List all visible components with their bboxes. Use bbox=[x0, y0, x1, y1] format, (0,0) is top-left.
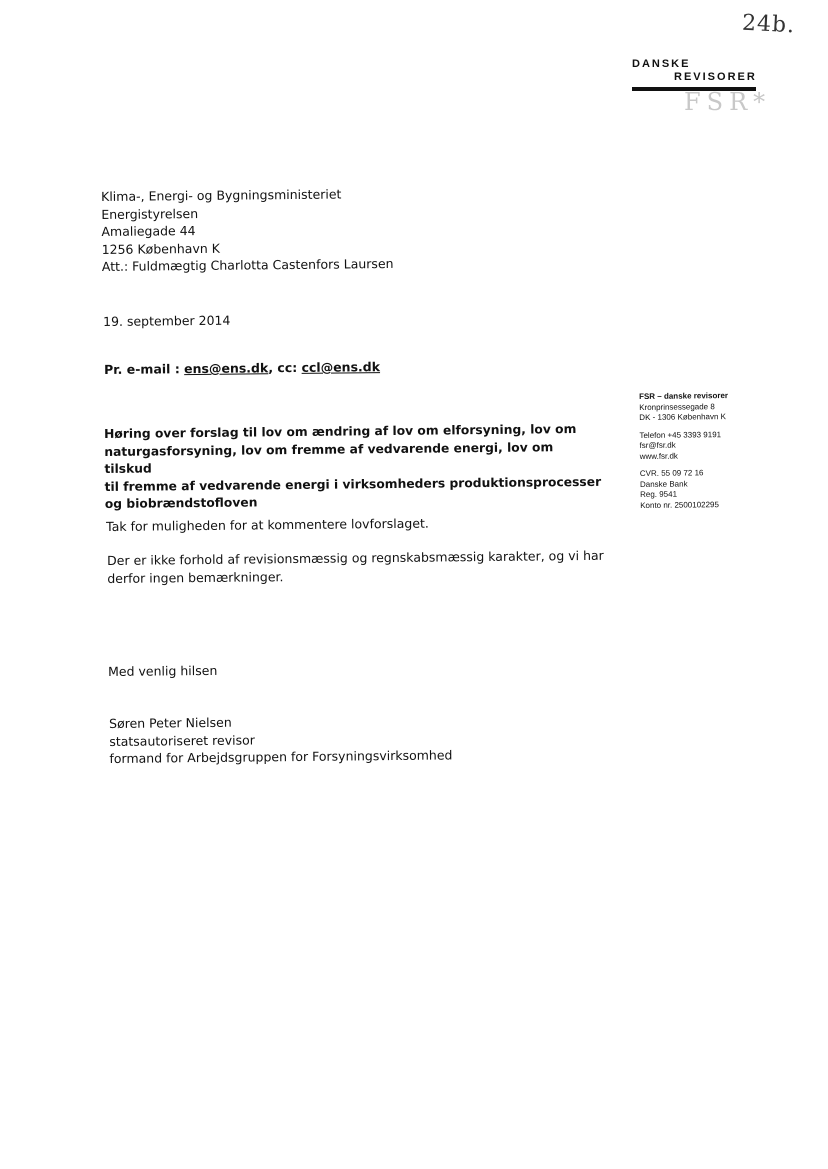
sender-info-column bbox=[639, 391, 729, 518]
recipient-line: Amaliegade 44 bbox=[101, 223, 196, 239]
recipient-line: Klima-, Energi- og Bygningsministeriet bbox=[101, 186, 342, 204]
subject-line: og biobrændstofloven bbox=[104, 495, 258, 511]
email-line bbox=[104, 359, 380, 377]
recipient-line: Energistyrelsen bbox=[101, 205, 199, 222]
sender-street: Kronprinsessegade 8 bbox=[639, 401, 715, 412]
sender-address-block bbox=[639, 391, 728, 423]
subject-line: til fremme af vedvarende energi i virksomheders produktionsprocesser bbox=[104, 474, 602, 494]
sender-contact-block bbox=[639, 430, 728, 462]
signature-block bbox=[109, 711, 453, 767]
logo-text-line1: DANSKE bbox=[632, 58, 691, 70]
letter-subject bbox=[104, 421, 605, 514]
handwritten-page-number: 24b. bbox=[741, 10, 796, 39]
email-link-ccl[interactable]: ccl@ens.dk bbox=[301, 359, 381, 375]
subject-line: Høring over forslag til lov om ændring af lov om elforsyning, lov om bbox=[104, 422, 577, 441]
sender-phone: Telefon +45 3393 9191 bbox=[639, 429, 722, 440]
signer-title: statsautoriseret revisor bbox=[109, 731, 255, 749]
sender-account: Konto nr. 2500102295 bbox=[640, 499, 719, 510]
sender-city: DK - 1306 København K bbox=[639, 412, 727, 422]
signer-name: Søren Peter Nielsen bbox=[109, 714, 232, 731]
sender-web: www.fsr.dk bbox=[639, 451, 678, 461]
letter-date: 19. september 2014 bbox=[103, 312, 231, 329]
recipient-line: Att.: Fuldmægtig Charlotta Castenfors Laursen bbox=[101, 255, 394, 274]
sender-cvr: CVR. 55 09 72 16 bbox=[639, 468, 704, 478]
sender-bank: Danske Bank bbox=[639, 478, 688, 489]
sender-org: FSR – danske revisorer bbox=[639, 391, 729, 401]
logo-text-line2: REVISORER bbox=[674, 71, 757, 83]
recipient-address bbox=[101, 185, 394, 276]
logo-fsr-mark: FSR* bbox=[684, 88, 772, 116]
email-separator: , cc: bbox=[268, 359, 302, 376]
paragraph-line: derfor ingen bemærkninger. bbox=[107, 568, 284, 586]
body-paragraph-2 bbox=[107, 547, 607, 587]
email-prefix: Pr. e-mail : bbox=[104, 361, 185, 377]
email-link-ens[interactable]: ens@ens.dk bbox=[184, 360, 269, 377]
recipient-line: 1256 København K bbox=[101, 240, 220, 257]
subject-line: naturgasforsyning, lov om fremme af vedvarende energi, lov om tilskud bbox=[104, 439, 554, 476]
paragraph-line: Der er ikke forhold af revisionsmæssig og regnskabsmæssig karakter, og vi har bbox=[107, 547, 604, 568]
sender-reg: Reg. 9541 bbox=[640, 489, 678, 499]
fsr-logo bbox=[632, 58, 772, 116]
sender-email: fsr@fsr.dk bbox=[639, 440, 676, 450]
signer-role: formand for Arbejdsgruppen for Forsyningsvirksomhed bbox=[109, 747, 453, 766]
body-paragraph-1: Tak for muligheden for at kommentere lovforslaget. bbox=[106, 515, 429, 534]
sender-bank-block bbox=[640, 468, 729, 511]
closing-greeting: Med venlig hilsen bbox=[108, 662, 218, 679]
